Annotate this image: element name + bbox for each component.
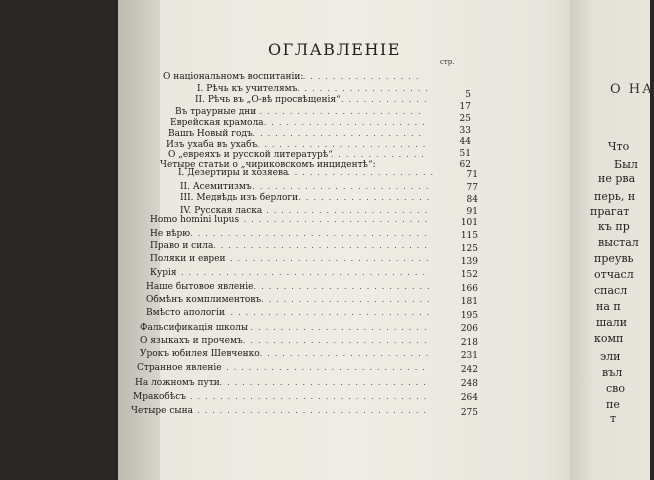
- toc-leader-dots: ..........................: [235, 336, 432, 345]
- toc-page-number: 101: [460, 218, 478, 228]
- toc-leader-dots: .................................: [181, 268, 430, 277]
- toc-leader-dots: ............................: [223, 308, 435, 317]
- toc-page-number: 115: [460, 231, 478, 241]
- toc-page-number: 181: [460, 297, 478, 307]
- toc-leader-dots: .........................: [244, 349, 434, 358]
- right-page-line: Что: [608, 140, 630, 153]
- toc-entry-label: На ложномъ пути: [135, 378, 220, 388]
- right-page-line: на п: [596, 300, 621, 313]
- toc-leader-dots: .............................: [213, 241, 432, 250]
- toc-leader-dots: ......................: [266, 206, 433, 215]
- toc-leader-dots: ........................: [245, 129, 427, 138]
- toc-page-number: 195: [460, 311, 478, 321]
- toc-entry-label: Право и сила: [150, 241, 214, 251]
- toc-entry-label: Въ траурные дни: [175, 107, 257, 117]
- toc-leader-dots: ............................: [222, 254, 434, 263]
- toc-page-number: 62: [459, 160, 471, 170]
- toc-entry-label: II. Рѣчь въ „О-вѣ просвѣщенія“: [195, 95, 341, 105]
- right-page-line: спасл: [594, 284, 628, 297]
- toc-page-number: 264: [460, 393, 478, 403]
- toc-leader-dots: ....................: [287, 168, 439, 177]
- toc-page-number: 17: [459, 102, 471, 112]
- right-page-line: прагат: [590, 205, 630, 218]
- toc-leader-dots: .........................: [246, 282, 435, 291]
- toc-entry-label: О языкахъ и прочемъ: [140, 336, 243, 346]
- toc-entry-label: Обмѣнъ комплиментовъ: [146, 295, 262, 305]
- toc-entry-label: II. Асемитизмъ: [180, 182, 252, 192]
- right-page-line: не рва: [598, 172, 636, 185]
- right-page-line: т: [610, 412, 617, 425]
- toc-leader-dots: .......................: [252, 107, 426, 116]
- toc-page-number: 44: [459, 137, 471, 147]
- toc-page-number: 71: [466, 170, 478, 180]
- toc-page-number: 248: [460, 379, 478, 389]
- toc-entry-label: Четыре статьи о „чириковскомъ инцидентѣ“:: [160, 160, 376, 170]
- toc-leader-dots: .................: [295, 72, 424, 81]
- right-page-line: къ пр: [598, 220, 630, 233]
- toc-page-number: 206: [460, 324, 478, 334]
- toc-entry-label: Мракобѣсъ: [133, 392, 186, 402]
- toc-leader-dots: ............................: [218, 363, 430, 372]
- right-page-line: сво: [606, 382, 625, 395]
- toc-page-number: 33: [459, 126, 471, 136]
- toc-page-number: 25: [459, 114, 471, 124]
- right-page-line: перь, н: [594, 190, 636, 203]
- toc-entry-label: Homo homini lupus: [150, 215, 240, 225]
- toc-page-number: 77: [466, 183, 478, 193]
- toc-entry-label: Наше бытовое явленіе: [146, 282, 254, 292]
- toc-title: ОГЛАВЛЕНІЕ: [268, 40, 401, 59]
- toc-entry-label: IV. Русская ласка: [180, 206, 263, 216]
- right-page: [570, 0, 654, 480]
- toc-leader-dots: ................................: [190, 229, 432, 238]
- toc-leader-dots: .................................: [182, 392, 432, 401]
- toc-page-number: 51: [459, 149, 471, 159]
- toc-page-number: 152: [460, 270, 478, 280]
- toc-entry-label: Четыре сына: [131, 406, 193, 416]
- toc-page-number: 242: [460, 365, 478, 375]
- right-page-line: эли: [600, 350, 621, 363]
- toc-leader-dots: ..................: [297, 84, 433, 93]
- toc-leader-dots: .........................: [246, 295, 435, 304]
- toc-entry-label: Изъ ухаба въ ухабъ: [166, 140, 258, 150]
- right-page-line: въл: [602, 366, 623, 379]
- page-column-header: стр.: [440, 58, 455, 66]
- toc-entry-label: III. Медвѣдь изъ берлоги: [180, 193, 299, 203]
- toc-entry-label: Вмѣсто апологіи: [146, 308, 225, 318]
- toc-entry-label: Странное явленіе: [137, 363, 222, 373]
- toc-entry-label: I. Рѣчь къ учителямъ: [197, 84, 298, 94]
- toc-entry-label: Поляки и евреи: [150, 254, 226, 264]
- toc-leader-dots: ........................: [252, 182, 434, 191]
- toc-entry-label: Не вѣрю: [150, 229, 191, 239]
- toc-page-number: 166: [460, 284, 478, 294]
- toc-entry-label: О „евреяхъ и русской литературѣ“: [168, 150, 333, 160]
- toc-page-number: 231: [460, 351, 478, 361]
- toc-entry-label: О національномъ воспитаніи:: [163, 72, 304, 82]
- toc-page-number: 139: [460, 257, 478, 267]
- right-page-line: комп: [594, 332, 624, 345]
- toc-entry-label: Фальсификація школы: [140, 323, 249, 333]
- toc-entry-label: Урокъ юбилея Шевченко: [140, 349, 260, 359]
- toc-leader-dots: .......................: [256, 118, 430, 127]
- toc-entry-label: I. Дезертиры и хозяева: [178, 168, 289, 178]
- right-page-line: пе: [606, 398, 620, 411]
- right-page-line: выстал: [598, 236, 639, 249]
- toc-page-number: 84: [466, 195, 478, 205]
- toc-leader-dots: ................................: [189, 406, 431, 415]
- toc-leader-dots: .............................: [212, 378, 431, 387]
- right-page-line: преувь: [594, 252, 634, 265]
- right-page-heading: О НА: [610, 82, 654, 97]
- toc-leader-dots: .......................: [256, 140, 431, 149]
- toc-page-number: 91: [466, 207, 478, 217]
- toc-page-number: 5: [465, 90, 471, 100]
- toc-entry-label: Вашъ Новый годъ: [168, 129, 253, 139]
- toc-entry-label: Курія: [150, 268, 177, 278]
- toc-leader-dots: ..............: [323, 150, 429, 159]
- right-page-line: шали: [596, 316, 628, 329]
- toc-entry-label: Еврейская крамола: [170, 118, 264, 128]
- toc-leader-dots: ..................: [298, 193, 435, 202]
- toc-leader-dots: ..........................: [236, 215, 433, 224]
- toc-leader-dots: ............: [341, 95, 432, 104]
- toc-leader-dots: ..........................: [235, 323, 432, 332]
- toc-page-number: 275: [460, 408, 478, 418]
- right-page-line: Был: [614, 158, 638, 171]
- toc-page-number: 218: [460, 338, 478, 348]
- right-page-line: отчасл: [594, 268, 634, 281]
- toc-page-number: 125: [460, 244, 478, 254]
